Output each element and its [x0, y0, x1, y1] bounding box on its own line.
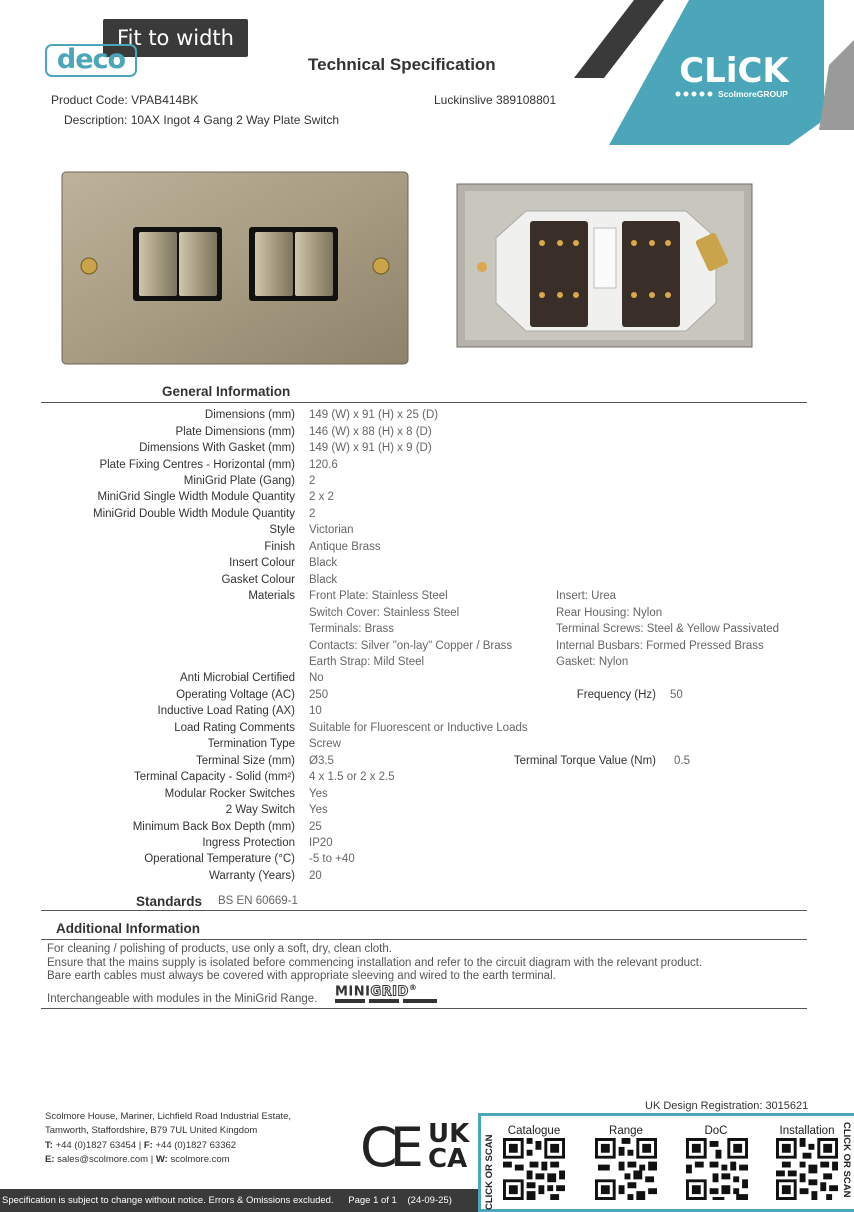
luckinslive-row	[434, 93, 556, 107]
address-line: Scolmore House, Mariner, Lichfield Road Industrial Estate,	[45, 1111, 292, 1122]
description-row	[64, 113, 339, 127]
spec-value: 149 (W) x 91 (H) x 25 (D)	[309, 409, 439, 421]
qr-label-installation: Installation	[779, 1125, 835, 1137]
spec-label: Gasket Colour	[221, 574, 295, 586]
qr-label-range: Range	[609, 1125, 643, 1137]
email-link[interactable]: sales@scolmore.com	[57, 1154, 149, 1165]
additional-info-line: Bare earth cables must always be covered with appropriate sleeving and wired to the earth terminal.	[47, 970, 556, 982]
spec-value: Yes	[309, 788, 328, 800]
spec-label: Operating Voltage (AC)	[176, 689, 295, 701]
description-label: Description:	[64, 113, 128, 127]
material-item: Insert: Urea	[556, 590, 617, 602]
phone-value: +44 (0)1827 63454	[55, 1140, 137, 1151]
fax-label: F:	[143, 1140, 153, 1151]
spec-value: Black	[309, 574, 338, 586]
qr-code-catalogue[interactable]	[503, 1138, 565, 1200]
additional-info-rule	[41, 939, 807, 940]
contact-email-web: E: sales@scolmore.com | W: scolmore.com	[45, 1154, 230, 1165]
additional-info-line: Ensure that the mains supply is isolated before commencing installation and refer to the circuit diagram with the relevant product.	[47, 957, 703, 969]
material-item: Terminals: Brass	[309, 623, 394, 635]
material-item: Contacts: Silver "on-lay" Copper / Brass	[309, 640, 513, 652]
spec-value: 146 (W) x 88 (H) x 8 (D)	[309, 426, 432, 438]
spec-label: Style	[269, 524, 295, 536]
deco-logo: deco	[45, 44, 137, 77]
general-info-rule	[41, 402, 807, 403]
frequency-value: 50	[670, 689, 683, 701]
qr-code-doc[interactable]	[686, 1138, 748, 1200]
spec-value: No	[309, 672, 324, 684]
minigrid-logo-a: MINI	[335, 984, 371, 1000]
luckinslive-label: Luckinslive	[434, 93, 493, 107]
material-item: Front Plate: Stainless Steel	[309, 590, 448, 602]
web-link[interactable]: scolmore.com	[170, 1154, 230, 1165]
spec-value: Black	[309, 557, 338, 569]
minigrid-logo-stripe	[335, 999, 437, 1004]
disclaimer: Specification is subject to change without notice. Errors & Omissions excluded.	[2, 1195, 334, 1206]
ukca-top: UK	[428, 1119, 470, 1149]
qr-code-range[interactable]	[595, 1138, 657, 1200]
spec-label: MiniGrid Single Width Module Quantity	[97, 491, 295, 503]
qr-code-installation[interactable]	[776, 1138, 838, 1200]
general-info-title: General Information	[162, 384, 291, 399]
spec-value: Suitable for Fluorescent or Inductive Loads	[309, 722, 528, 734]
spec-value: Yes	[309, 804, 328, 816]
spec-value: Antique Brass	[309, 541, 381, 553]
spec-label: Minimum Back Box Depth (mm)	[132, 821, 295, 833]
luckinslive-code: 389108801	[496, 93, 557, 107]
spec-label: Load Rating Comments	[174, 722, 295, 734]
material-item: Internal Busbars: Formed Pressed Brass	[556, 640, 764, 652]
material-item: Gasket: Nylon	[556, 656, 629, 668]
spec-label: 2 Way Switch	[225, 804, 295, 816]
material-item: Terminal Screws: Steel & Yellow Passivated	[556, 623, 780, 635]
additional-info-bottom-rule	[41, 1008, 807, 1009]
spec-value: 20	[309, 870, 322, 882]
uk-design-registration: UK Design Registration: 3015621	[645, 1100, 809, 1112]
spec-label: Anti Microbial Certified	[179, 672, 295, 684]
torque-value: 0.5	[674, 755, 690, 767]
spec-value: Victorian	[309, 524, 354, 536]
minigrid-logo-b: GRID	[370, 984, 409, 1000]
spec-value: 2	[309, 475, 316, 487]
spec-value: IP20	[309, 837, 333, 849]
spec-value: 25	[309, 821, 322, 833]
standards-rule	[41, 910, 807, 911]
additional-info-line: For cleaning / polishing of products, use only a soft, dry, clean cloth.	[47, 943, 392, 955]
spec-value: 149 (W) x 91 (H) x 9 (D)	[309, 442, 432, 454]
spec-label: Inductive Load Rating (AX)	[157, 705, 295, 717]
ukca-mark	[428, 1119, 470, 1174]
click-or-scan-left: CLICK OR SCAN	[484, 1134, 495, 1210]
fax-value: +44 (0)1827 63362	[155, 1140, 237, 1151]
click-or-scan-right: CLICK OR SCAN	[841, 1122, 852, 1198]
torque-label: Terminal Torque Value (Nm)	[513, 755, 656, 767]
minigrid-reg: ®	[408, 983, 418, 992]
spec-label: Warranty (Years)	[208, 870, 295, 882]
issue-date: (24-09-25)	[407, 1195, 452, 1206]
material-item: Rear Housing: Nylon	[556, 607, 663, 619]
material-item: Switch Cover: Stainless Steel	[309, 607, 460, 619]
spec-label: Finish	[264, 541, 295, 553]
ukca-bottom: CA	[428, 1144, 468, 1174]
frequency-label: Frequency (Hz)	[576, 689, 656, 701]
email-label: E:	[45, 1154, 55, 1165]
product-code-label: Product Code:	[51, 93, 128, 107]
spec-label: Plate Dimensions (mm)	[175, 426, 295, 438]
qr-label-doc: DoC	[704, 1125, 728, 1137]
brand-tagline: ScolmoreGROUP	[718, 89, 788, 99]
product-front-image	[61, 171, 409, 365]
spec-value: 2 x 2	[309, 491, 334, 503]
ce-mark: CE	[360, 1116, 416, 1179]
spec-value: 10	[309, 705, 322, 717]
product-code-value: VPAB414BK	[131, 93, 199, 107]
fit-to-width-button[interactable]: Fit to width	[103, 19, 248, 57]
spec-label: Operational Temperature (°C)	[144, 853, 295, 865]
interchangeable-note: Interchangeable with modules in the MiniGrid Range.	[47, 993, 318, 1005]
spec-value: 2	[309, 508, 316, 520]
spec-value: 4 x 1.5 or 2 x 2.5	[309, 771, 395, 783]
spec-value: 120.6	[309, 459, 338, 471]
spec-label: Terminal Capacity - Solid (mm²)	[133, 771, 295, 783]
spec-label: Modular Rocker Switches	[164, 788, 295, 800]
spec-label: Termination Type	[207, 738, 295, 750]
spec-label: Terminal Size (mm)	[195, 755, 295, 767]
page-number: Page 1 of 1	[348, 1195, 397, 1206]
web-label: W:	[155, 1154, 168, 1165]
phone-label: T:	[45, 1140, 53, 1151]
description-value: 10AX Ingot 4 Gang 2 Way Plate Switch	[130, 113, 340, 127]
material-item: Earth Strap: Mild Steel	[309, 656, 425, 668]
minigrid-logo	[335, 983, 417, 999]
product-code-row	[51, 93, 198, 107]
spec-label: Ingress Protection	[202, 837, 295, 849]
footer-bar	[0, 1189, 478, 1212]
spec-value: Ø3.5	[309, 755, 334, 767]
materials-label: Materials	[248, 590, 295, 602]
standards-value: BS EN 60669-1	[218, 895, 298, 907]
spec-label: Insert Colour	[229, 557, 295, 569]
spec-value: Screw	[309, 738, 341, 750]
brand-name: CLiCK	[679, 51, 789, 91]
spec-label: Dimensions (mm)	[204, 409, 295, 421]
address-line: Tamworth, Staffordshire, B79 7UL United Kingdom	[45, 1125, 258, 1136]
spec-label: MiniGrid Plate (Gang)	[183, 475, 295, 487]
product-rear-image	[456, 183, 753, 348]
additional-info-title: Additional Information	[56, 921, 200, 936]
page-title: Technical Specification	[308, 55, 496, 74]
click-brand-banner	[574, 0, 854, 145]
contact-phone-fax: T: +44 (0)1827 63454 | F: +44 (0)1827 63362	[45, 1140, 237, 1151]
standards-label: Standards	[136, 894, 203, 909]
spec-label: Dimensions With Gasket (mm)	[139, 442, 295, 454]
spec-value: -5 to +40	[309, 853, 355, 865]
spec-value: 250	[309, 689, 329, 701]
spec-label: MiniGrid Double Width Module Quantity	[93, 508, 295, 520]
qr-label-catalogue: Catalogue	[507, 1125, 561, 1137]
spec-label: Plate Fixing Centres - Horizontal (mm)	[99, 459, 295, 471]
